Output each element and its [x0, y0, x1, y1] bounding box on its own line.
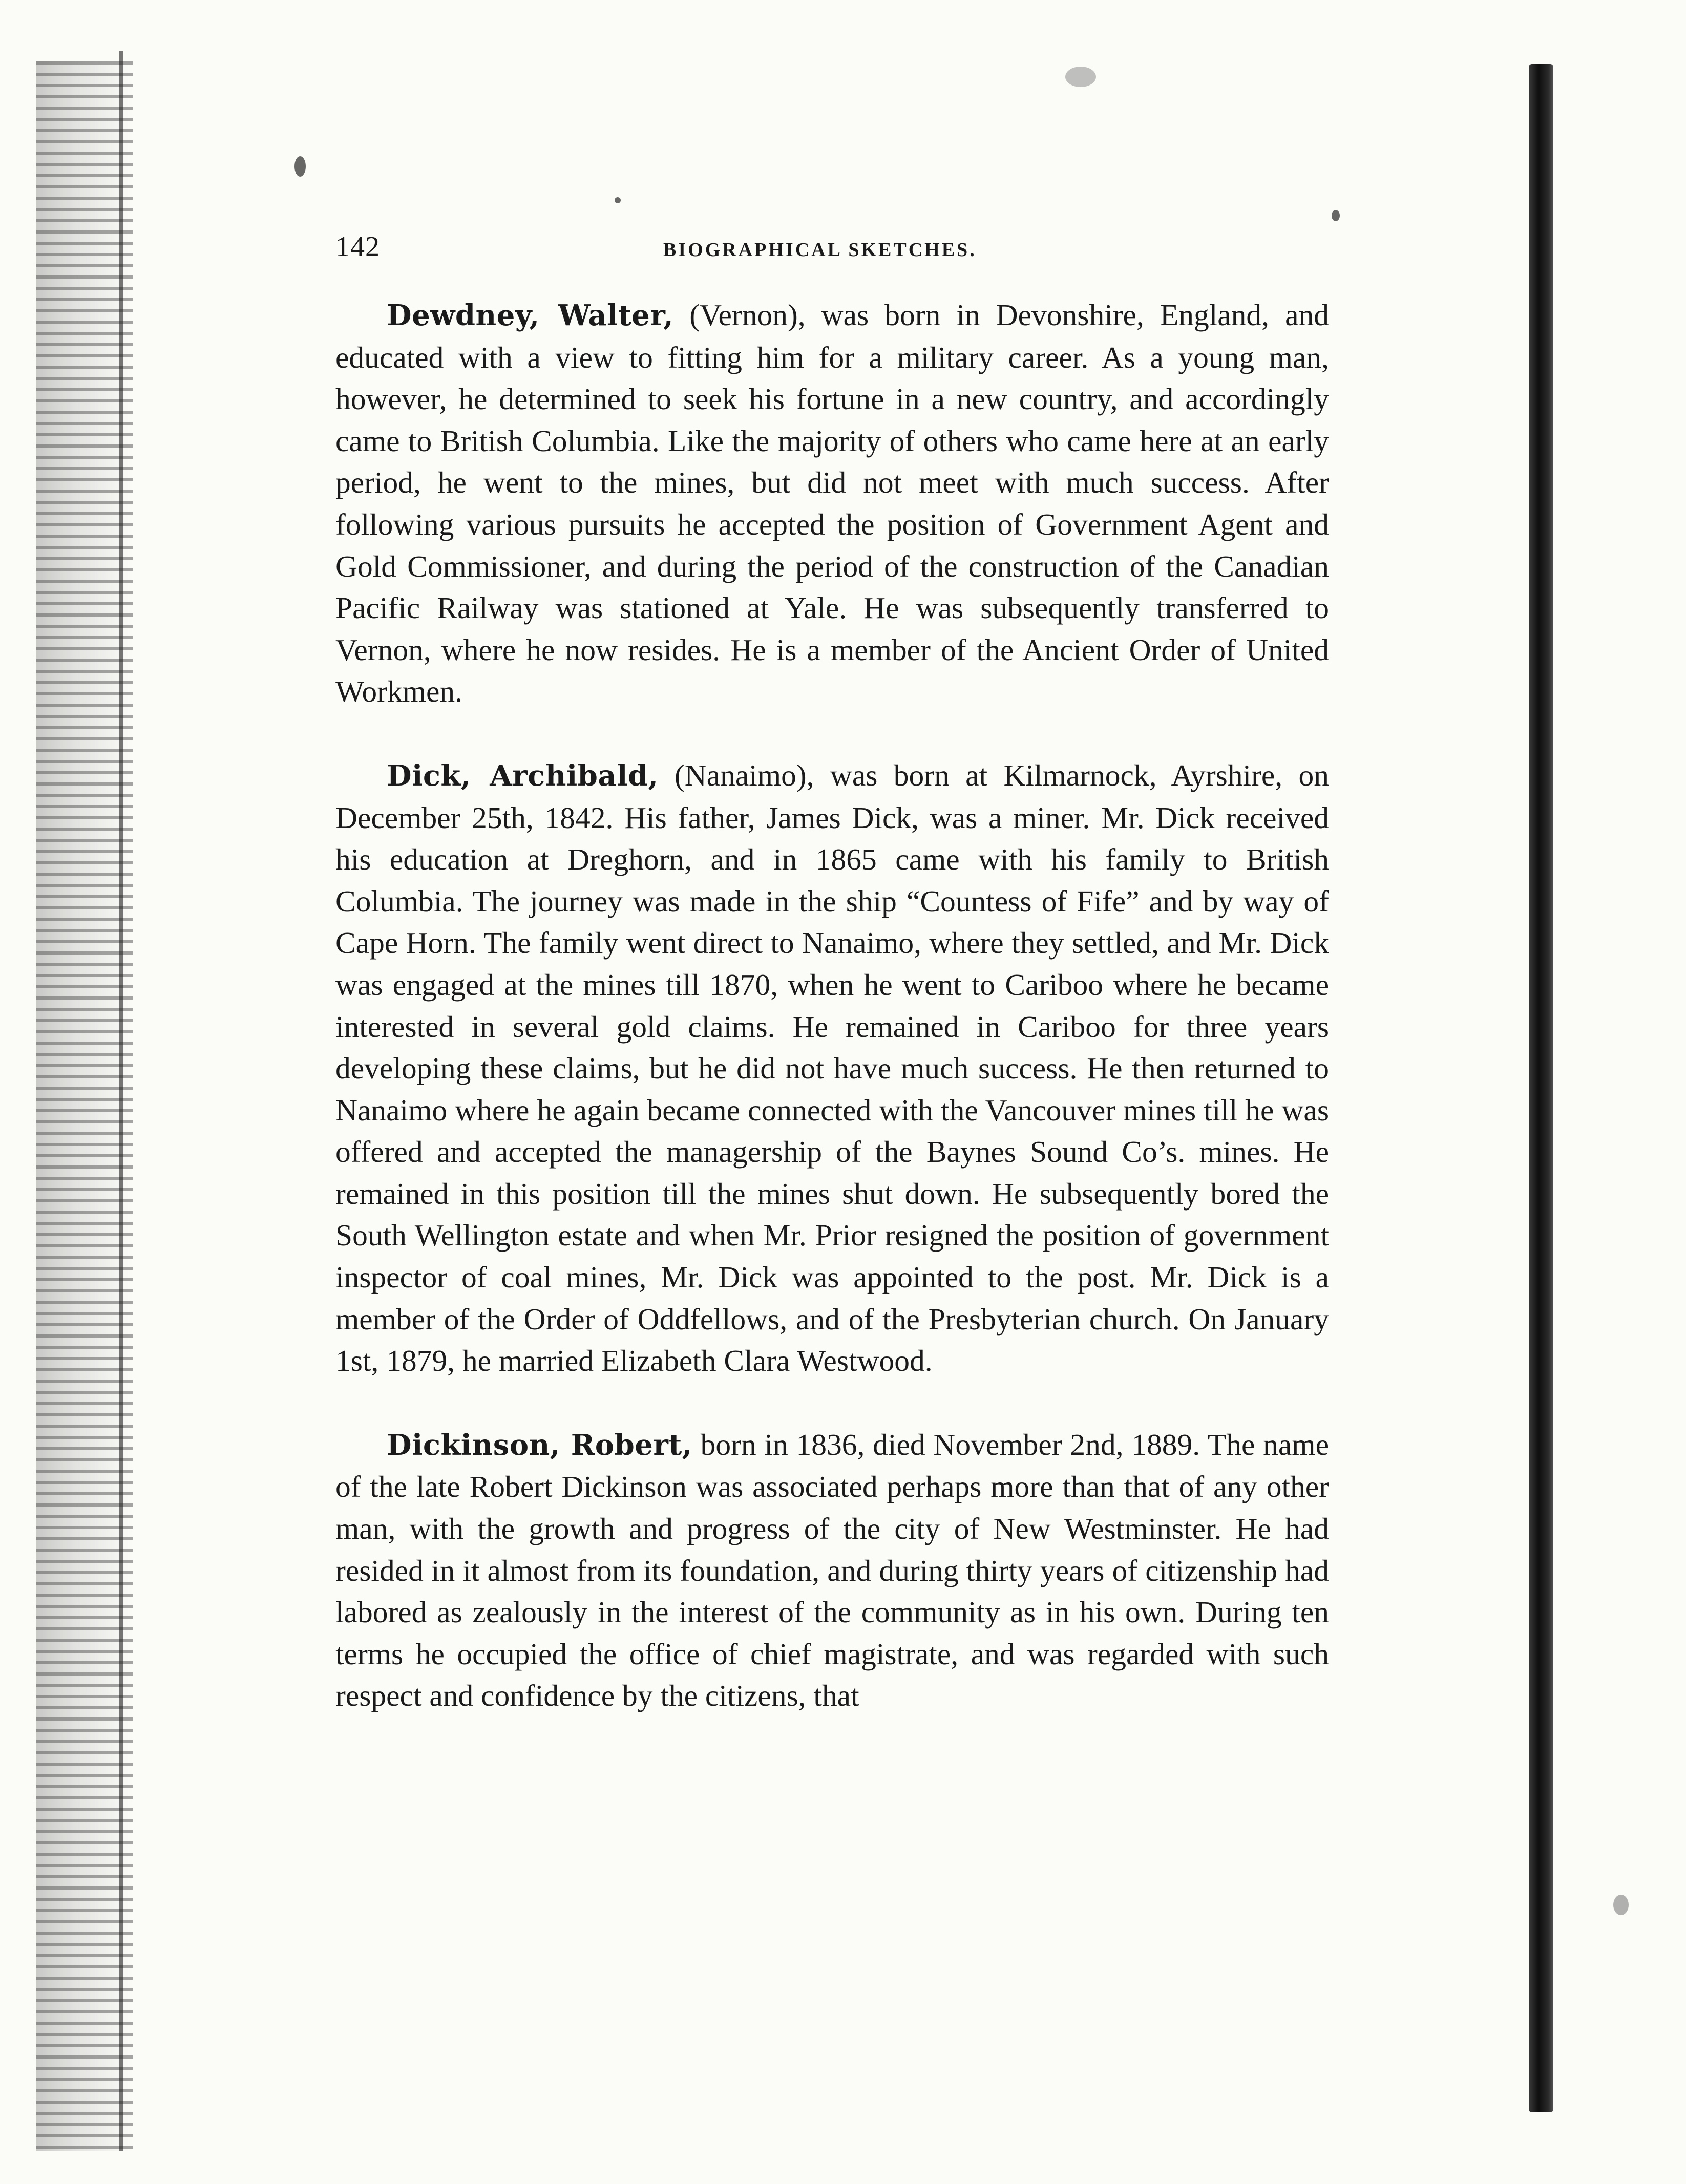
margin-rule: [119, 51, 123, 2151]
entry-name: Dewdney, Walter,: [387, 299, 674, 332]
entry-text: (Nanaimo), was born at Kilmarnock, Ayrshire, on December 25th, 1842. His father, James Dick, was a miner. Mr. Dick received his education at Dreghorn, and in 1865 came with his family to British Columbia. The journey was made in the ship “Countess of Fife” and by way of Cape Horn. The family went direct to Nanaimo, where they settled, and Mr. Dick was engaged at the mines till 1870, when he went to Cariboo where he became interested in several gold claims. He remained in Cariboo for three years developing these claims, but he did not have much success. He then returned to Nanaimo where he again became connected with the Vancouver mines till he was offered and accepted the managership of the Baynes Sound Co’s. mines. He remained in this position till the mines shut down. He subsequently bored the South Wellington estate and when Mr. Prior resigned the position of government inspector of coal mines, Mr. Dick was appointed to the post. Mr. Dick is a member of the Order of Oddfellows, and of the Presbyterian church. On January 1st, 1879, he married Elizabeth Clara Westwood.: [335, 758, 1330, 1378]
page-number: 142: [335, 231, 380, 263]
entry-text: (Vernon), was born in Devonshire, England, and educated with a view to fitting him for a military career. As a young man, however, he determined to seek his fortune in a new country, and accordingly came to British Columbia. Like the majority of others who came here at an early period, he went to the mines, but did not meet with much success. After following various pursuits he accepted the position of Government Agent and Gold Commissioner, and during the period of the construction of the Canadian Pacific Railway was stationed at Yale. He was subsequently transferred to Vernon, where he now resides. He is a member of the Ancient Order of United Workmen.: [335, 298, 1329, 709]
ink-speck: [1332, 210, 1340, 221]
biography-entry: [335, 1424, 1329, 1717]
ink-speck: [615, 197, 621, 203]
biography-entry: [335, 294, 1329, 713]
running-head: BIOGRAPHICAL SKETCHES.: [663, 239, 977, 261]
page-edge-shadow: [1529, 64, 1553, 2112]
ink-speck: [1613, 1895, 1629, 1915]
entry-name: Dick, Archibald,: [387, 758, 659, 793]
ink-speck: [294, 156, 306, 177]
body-text: [335, 294, 1329, 1717]
entry-text: born in 1836, died November 2nd, 1889. The name of the late Robert Dickinson was associated perhaps more than that of any other man, with the growth and progress of the city of New Westminster. He had resided in it almost from its foundation, and during thirty years of citizenship had labored as zealously in the interest of the community as in his own. During ten terms he occupied the office of chief magistrate, and was regarded with such respect and confidence by the citizens, that: [335, 1427, 1329, 1713]
entry-name: Dickinson, Robert,: [387, 1428, 692, 1462]
page-header: [335, 230, 1360, 277]
ink-speck: [1065, 67, 1096, 87]
biography-entry: [335, 755, 1329, 1382]
